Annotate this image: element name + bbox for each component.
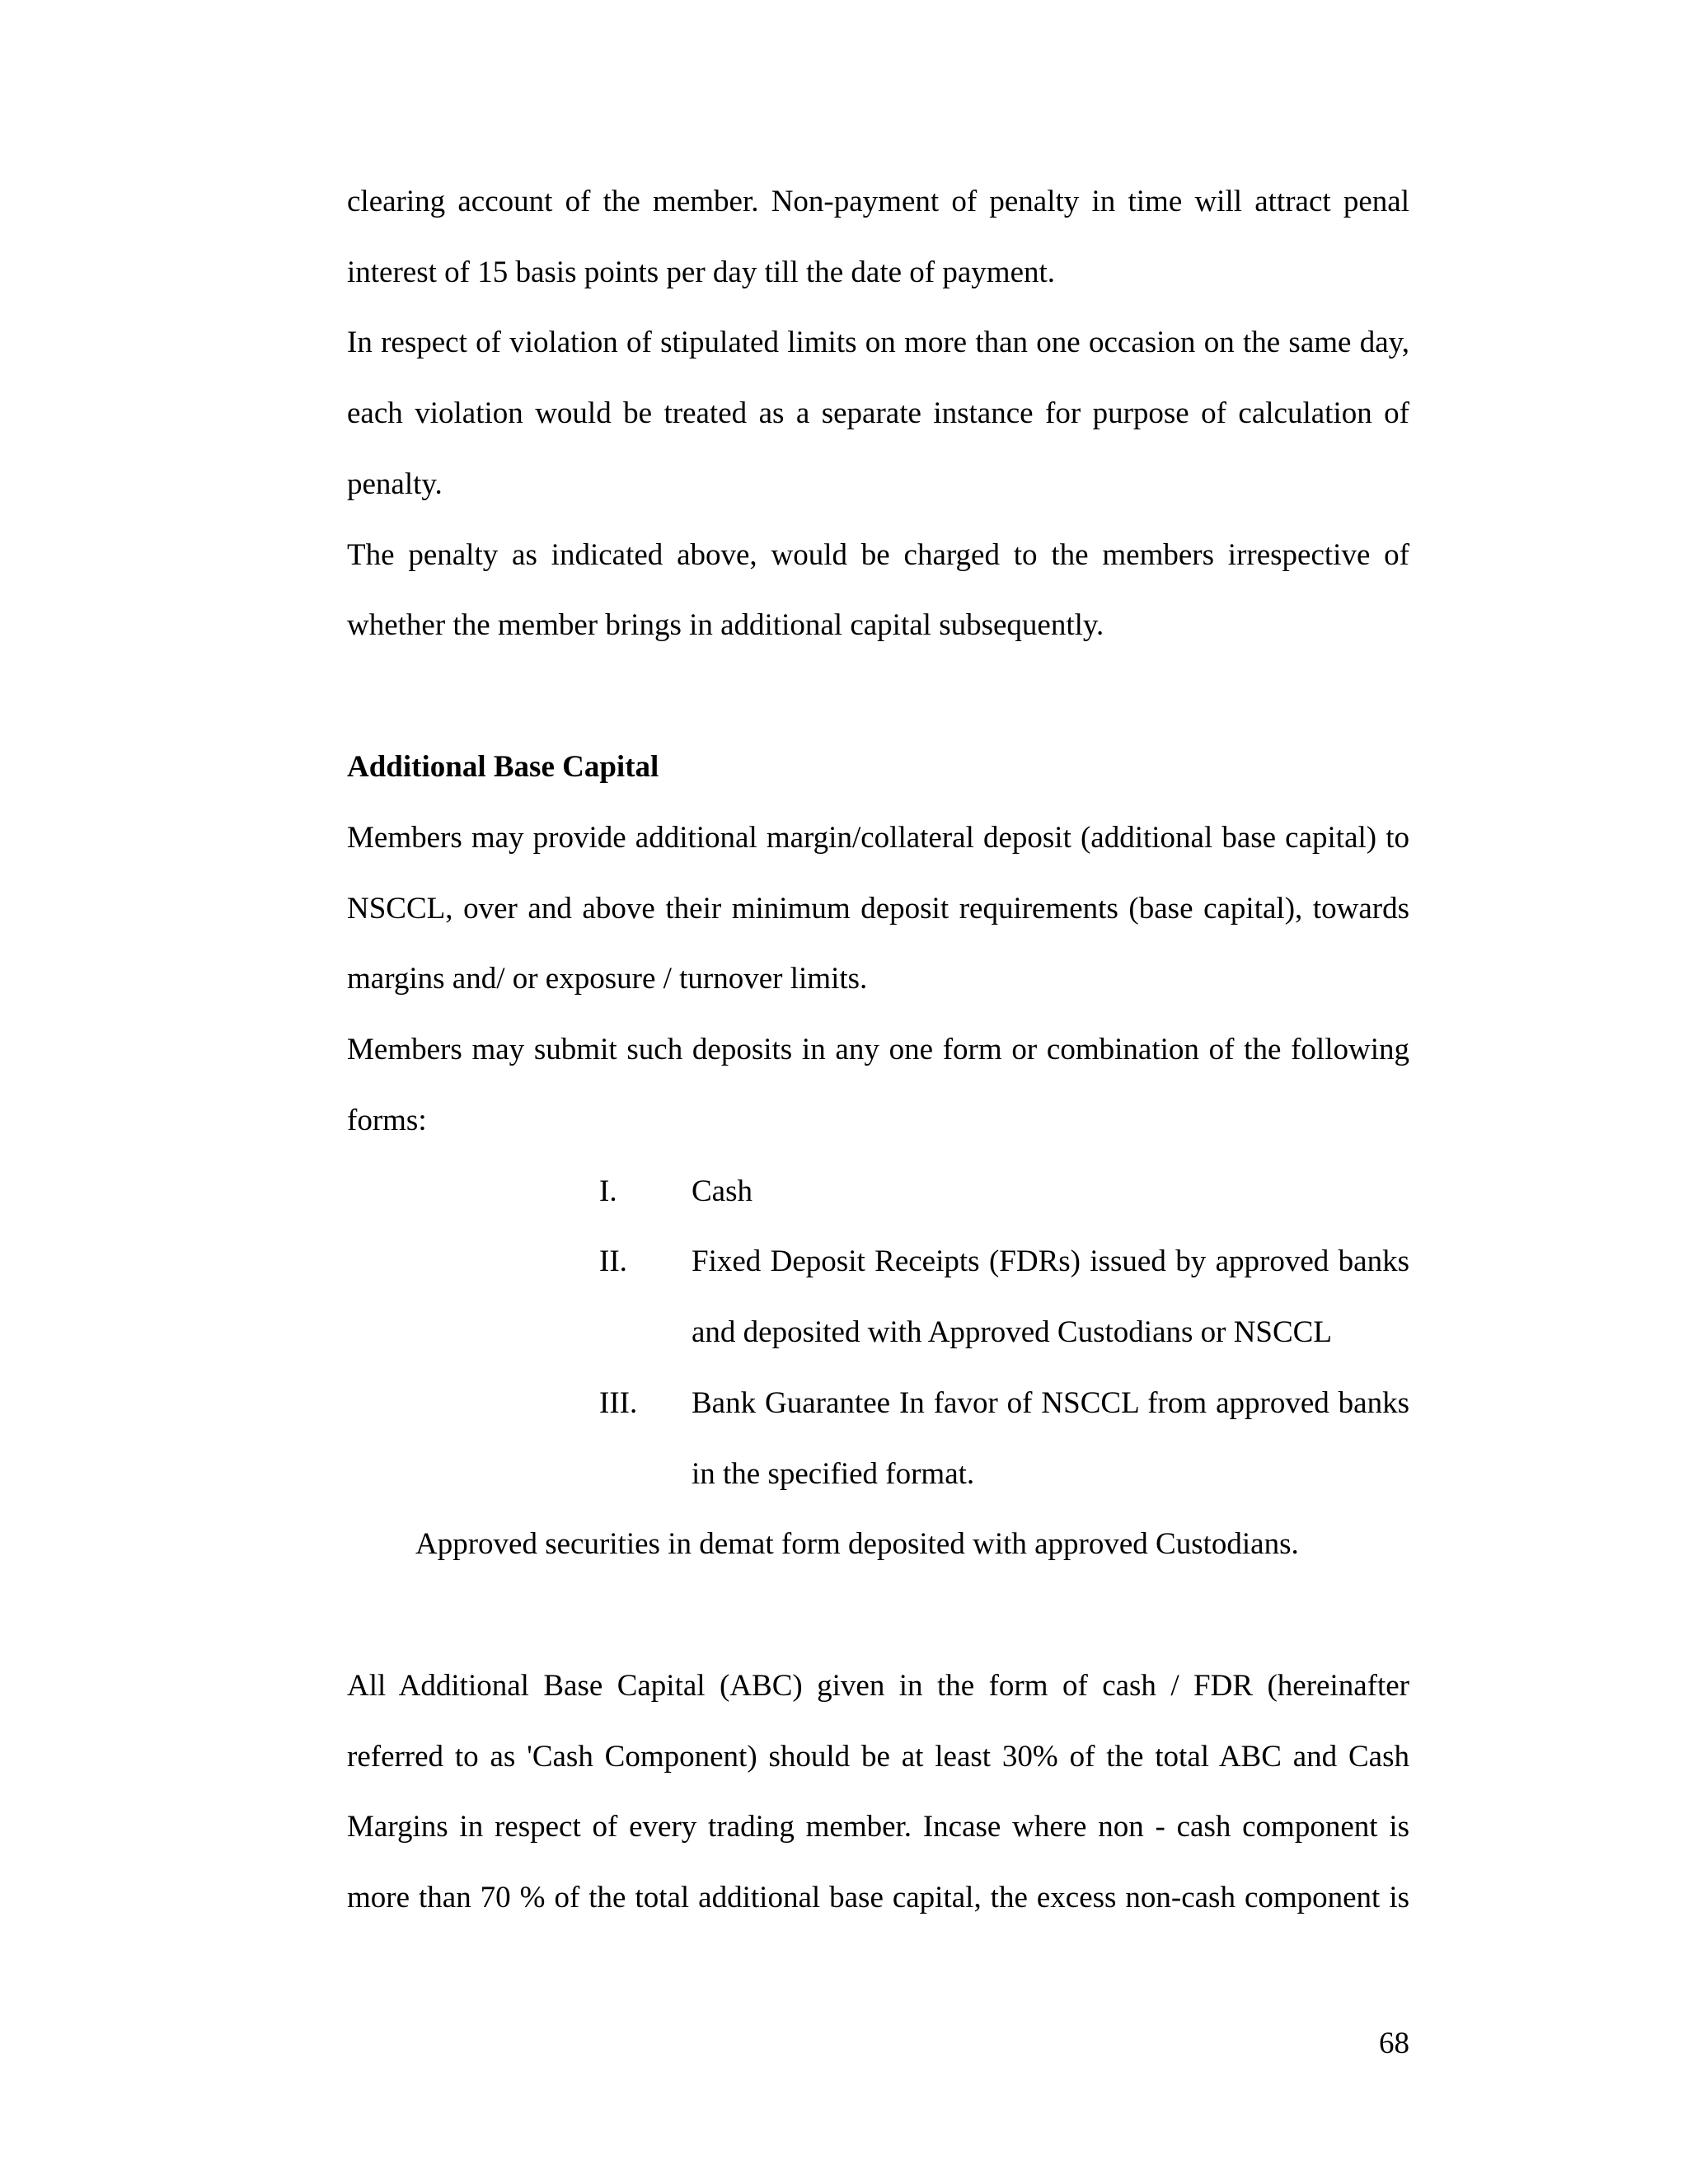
approved-securities-line: Approved securities in demat form deposited with approved Custodians. (415, 1527, 1299, 1561)
paragraph-2-line-2: each violation would be treated as a separate instance for purpose of calculation of (347, 396, 1409, 430)
paragraph-6-line-2: referred to as 'Cash Component) should be at least 30% of the total ABC and Cash (347, 1740, 1409, 1774)
page-number: 68 (1379, 2027, 1409, 2060)
list-item-number: I. (599, 1174, 617, 1208)
list-item-text-continued: in the specified format. (692, 1457, 975, 1491)
paragraph-3-line-1: The penalty as indicated above, would be charged to the members irrespective of (347, 538, 1409, 572)
paragraph-5-line-1: Members may submit such deposits in any one form or combination of the following (347, 1033, 1409, 1066)
paragraph-1-line-1: clearing account of the member. Non-payment of penalty in time will attract penal (347, 185, 1409, 218)
paragraph-1-line-2: interest of 15 basis points per day till the date of payment. (347, 255, 1056, 289)
paragraph-6-line-4: more than 70 % of the total additional base capital, the excess non-cash component is (347, 1881, 1409, 1915)
paragraph-3-line-2: whether the member brings in additional capital subsequently. (347, 608, 1104, 642)
paragraph-5-line-2: forms: (347, 1104, 427, 1137)
list-item-text: Fixed Deposit Receipts (FDRs) issued by approved banks (692, 1244, 1409, 1278)
list-item-text: Cash (692, 1174, 753, 1208)
section-heading: Additional Base Capital (347, 750, 659, 784)
paragraph-6-line-3: Margins in respect of every trading member. Incase where non - cash component is (347, 1810, 1409, 1844)
paragraph-6-line-1: All Additional Base Capital (ABC) given in the form of cash / FDR (hereinafter (347, 1669, 1409, 1703)
list-item-text: Bank Guarantee In favor of NSCCL from approved banks (692, 1386, 1409, 1420)
paragraph-4-line-2: NSCCL, over and above their minimum deposit requirements (base capital), towards (347, 892, 1409, 926)
list-item-number: II. (599, 1244, 627, 1278)
list-item-text-continued: and deposited with Approved Custodians or NSCCL (692, 1315, 1332, 1349)
paragraph-2-line-3: penalty. (347, 467, 443, 501)
paragraph-4-line-3: margins and/ or exposure / turnover limits. (347, 962, 868, 996)
paragraph-2-line-1: In respect of violation of stipulated limits on more than one occasion on the same day, (347, 326, 1409, 359)
list-item-number: III. (599, 1386, 638, 1420)
paragraph-4-line-1: Members may provide additional margin/collateral deposit (additional base capital) to (347, 821, 1409, 855)
